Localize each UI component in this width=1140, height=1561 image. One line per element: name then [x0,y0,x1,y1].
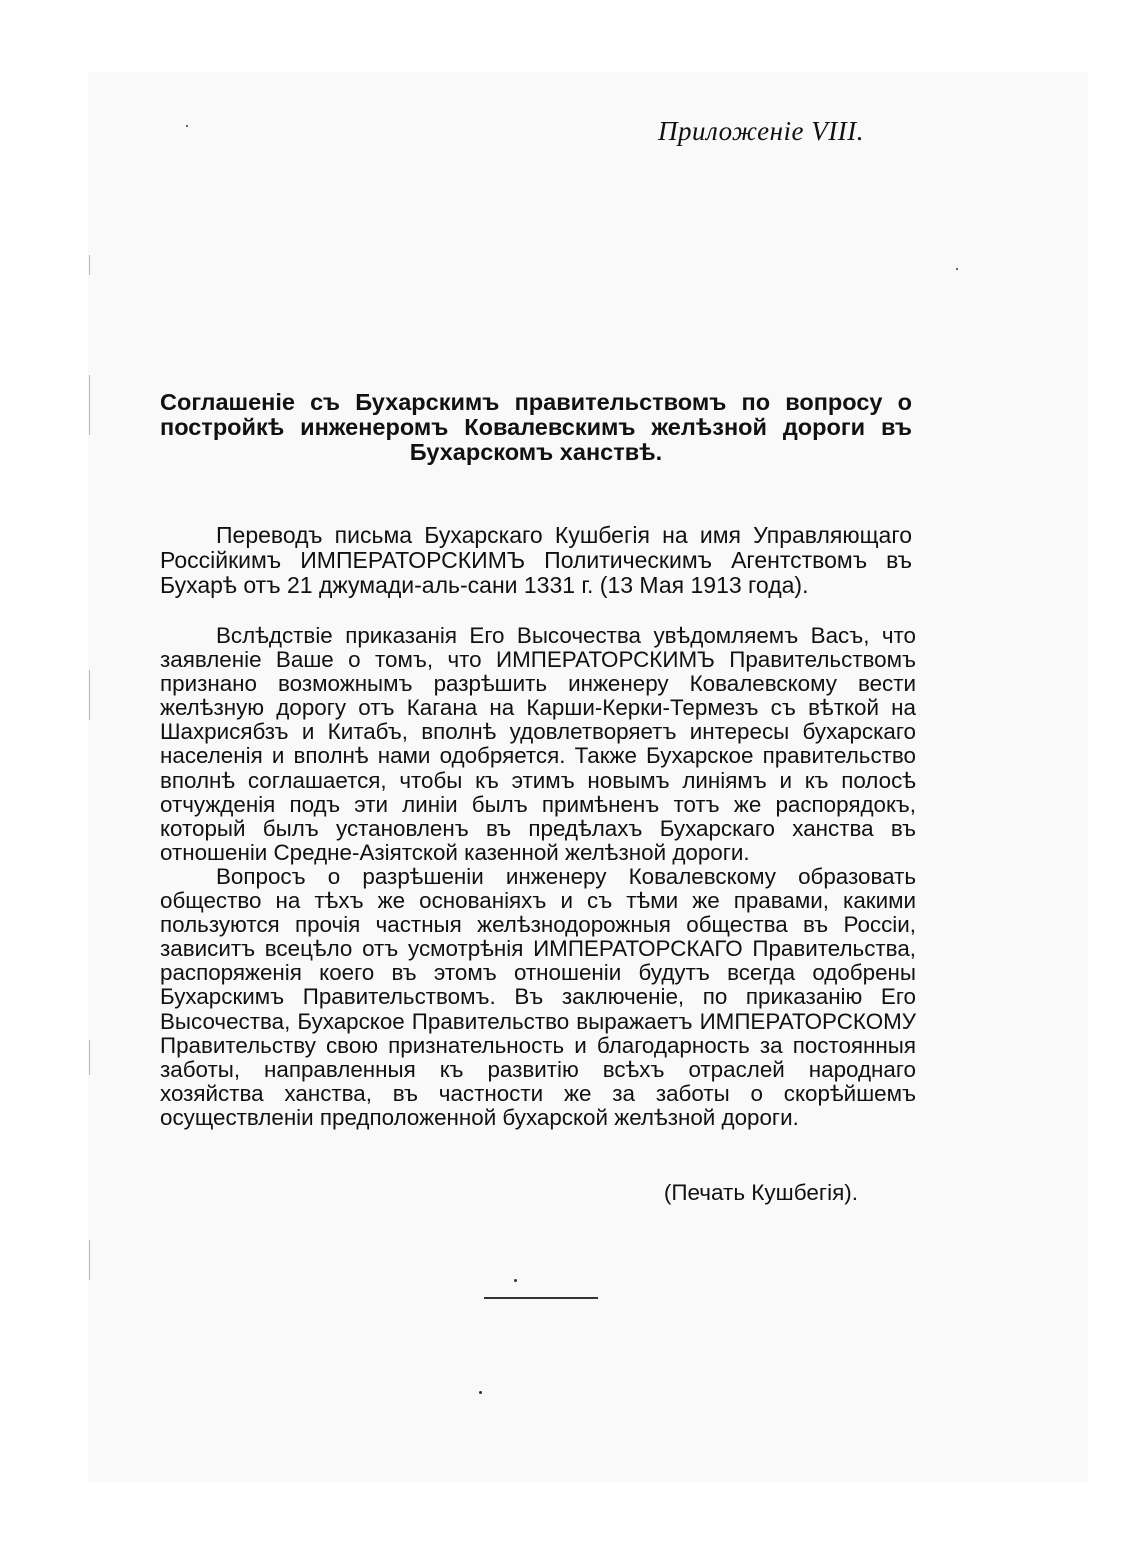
title-line: Соглашенiе съ Бухарскимъ правительствомъ по вопросу о [160,389,912,415]
letter-body [160,624,916,1130]
margin-mark [89,375,90,435]
body-paragraph: Вслѣдствiе приказанiя Его Высочества увѣдомляемъ Васъ, что заявленiе Ваше о томъ, что ИМПЕРАТОРСКИМЪ Правительствомъ признано возможнымъ разрѣшить инженеру Ковалевскому вести желѣзную дорогу отъ Кагана на Карши-Керки-Термезъ съ вѣткой на Шахрисябзъ и Китабъ, вполнѣ удовлетворяетъ интересы бухарскаго населенiя и вполнѣ нами одобряется. Также Бухарское правительство вполнѣ соглашается, чтобы къ этимъ новымъ линiямъ и къ полосѣ отчужденiя подъ эти линiи былъ примѣненъ тотъ же распорядокъ, который былъ установленъ въ предѣлахъ Бухарскаго ханства въ отношенiи Средне-Азiятской казенной желѣзной дороги. [160,623,916,865]
print-speck [186,125,188,127]
print-speck [956,268,958,270]
margin-mark [89,255,90,275]
end-divider [484,1297,598,1299]
margin-mark [89,1040,90,1075]
seal-note: (Печать Кушбегiя). [663,1180,858,1205]
margin-mark [89,1240,90,1280]
print-speck [479,1391,482,1394]
appendix-label: Приложенiе VIII. [657,116,864,146]
margin-mark [89,670,90,720]
intro-paragraph: Переводъ письма Бухарскаго Кушбегiя на имя Управляющаго Россiйкимъ ИМПЕРАТОРСКИМЪ Политическимъ Агентствомъ въ Бухарѣ отъ 21 джумади-аль-сани 1331 г. (13 Мая 1913 года). [160,522,912,598]
title-line: постройкѣ инженеромъ Ковалевскимъ желѣзной дороги въ [160,414,912,440]
title-line: Бухарскомъ ханствѣ. [409,439,663,465]
print-speck [514,1279,517,1282]
body-paragraph: Вопросъ о разрѣшенiи инженеру Ковалевскому образовать общество на тѣхъ же основанiяхъ и съ тѣми же правами, какими пользуются прочiя частныя желѣзнодорожныя общества въ Россiи, зависитъ всецѣло отъ усмотрѣнiя ИМПЕРАТОРСКАГО Правительства, распоряженiя коего въ этомъ отношенiи будутъ всегда одобрены Бухарскимъ Правительствомъ. Въ заключенiе, по приказанiю Его Высочества, Бухарское Правительство выражаетъ ИМПЕРАТОРСКОМУ Правительству свою признательность и благодарность за постоянныя заботы, направленныя къ развитiю всѣхъ отраслей народнаго хозяйства ханства, въ частности же за заботы о скорѣйшемъ осуществленiи предположенной бухарской желѣзной дороги. [160,863,916,1130]
document-title [160,390,912,465]
